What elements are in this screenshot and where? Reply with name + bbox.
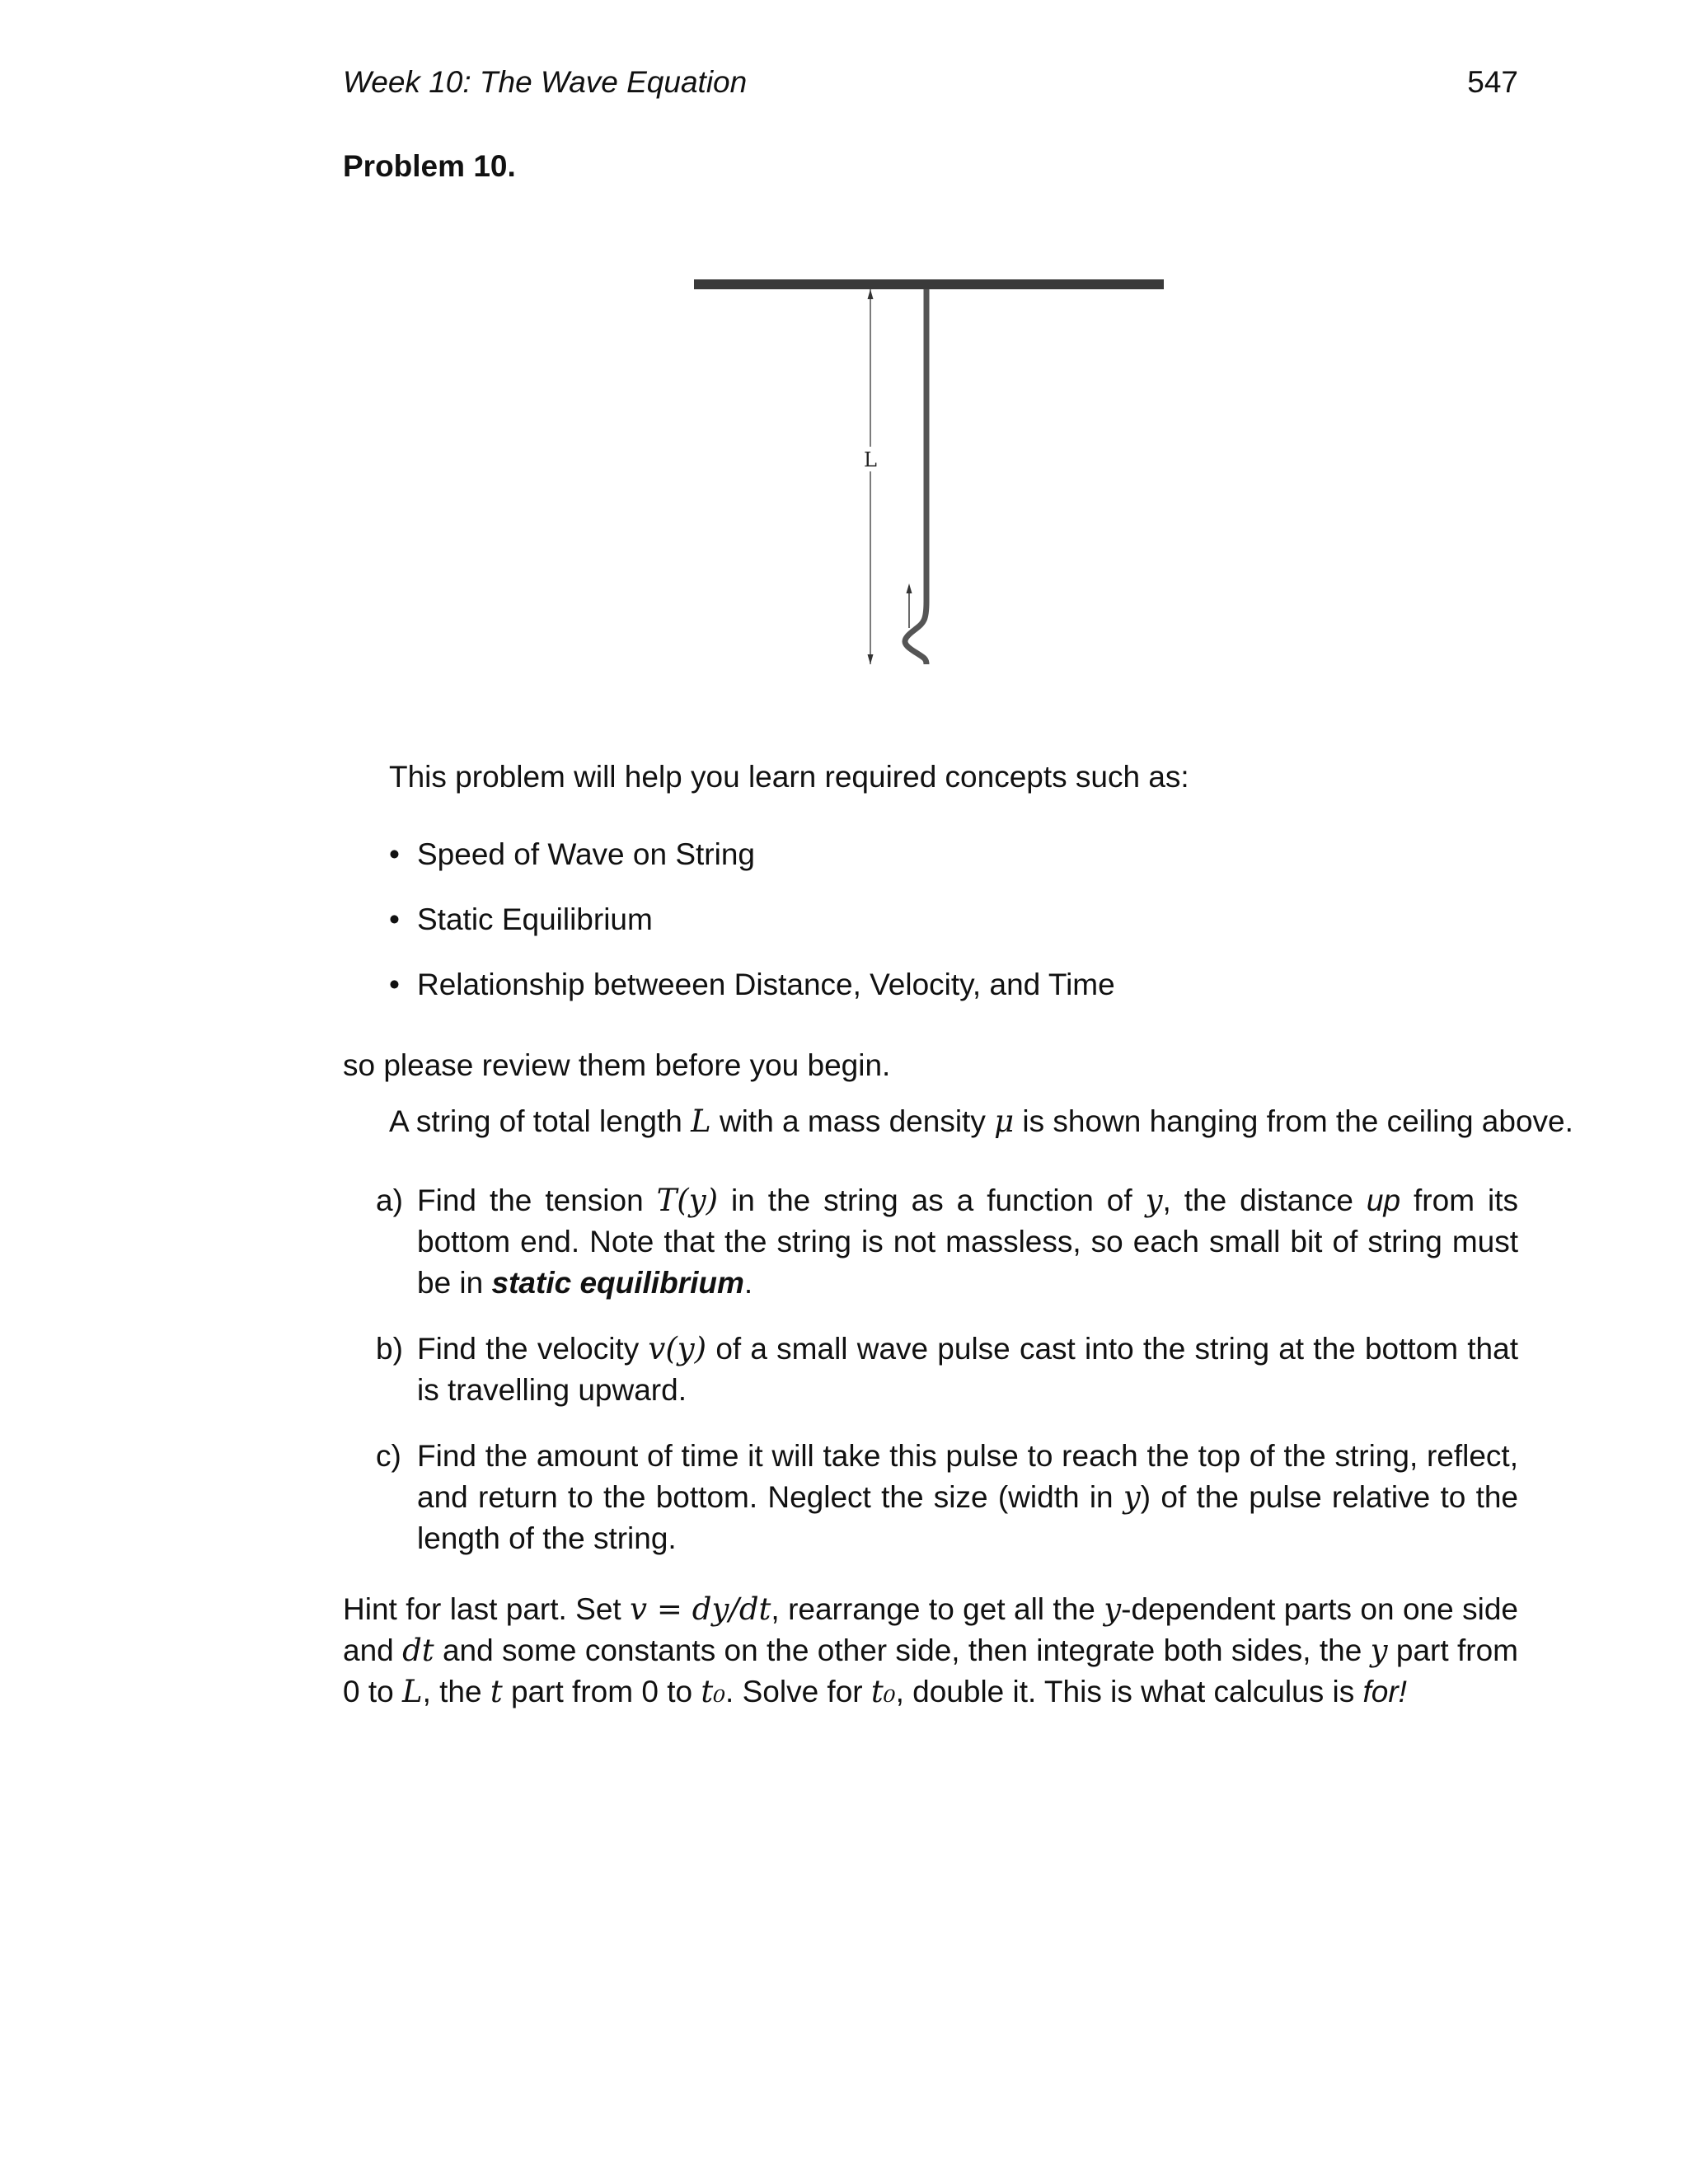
review-note: so please review them before you begin. — [343, 1048, 891, 1082]
concepts-intro: This problem will help you learn required concepts such as: — [389, 760, 1189, 794]
ceiling-bar — [694, 279, 1164, 289]
math-symbol: t₀ — [870, 1674, 896, 1709]
problem-statement: A string of total length L with a mass density μ is shown hanging from the ceiling above. — [389, 1104, 1573, 1139]
hanging-string — [905, 289, 926, 664]
math-symbol: y — [1104, 1591, 1122, 1627]
math-symbol: L — [691, 1104, 711, 1139]
math-symbol: L — [402, 1674, 423, 1709]
math-expression: v(y) — [648, 1331, 707, 1366]
hanging-string-figure — [676, 264, 1187, 676]
math-symbol: dt — [402, 1633, 434, 1668]
hint-paragraph: Hint for last part. Set v = dy/dt, rearrange to get all the y-dependent parts on one side and dt and some constants on the other side, then integrate both sides, the y part from 0 to L, the t part from 0 to t₀. Solve for t₀, double it. This is what calculus is for! — [343, 1591, 1518, 1709]
math-symbol: t₀ — [701, 1674, 726, 1709]
math-symbol: y — [1370, 1633, 1388, 1668]
concept-item — [389, 899, 1115, 940]
bullet-icon: • — [389, 902, 400, 936]
math-symbol: μ — [994, 1104, 1015, 1139]
concept-text: Static Equilibrium — [417, 902, 653, 936]
math-symbol: t — [490, 1674, 503, 1709]
concept-text: Speed of Wave on String — [417, 837, 755, 871]
pulse-direction-arrowhead — [907, 583, 912, 593]
problem-parts — [376, 1180, 1518, 1584]
concepts-list — [389, 834, 1115, 1029]
part-b: b) Find the velocity v(y) of a small wave pulse cast into the string at the bottom that is travelling upward. — [376, 1329, 1518, 1411]
part-a: a) Find the tension T(y) in the string as a function of y, the distance up from its bottom end. Note that the string is not massless, so each small bit of string must be in static equilibrium. — [376, 1180, 1518, 1304]
math-symbol: y — [1123, 1479, 1141, 1515]
math-expression: v = dy/dt — [630, 1591, 771, 1627]
concept-item — [389, 834, 1115, 875]
length-arrowhead-top — [868, 289, 874, 299]
page-number: 547 — [1467, 65, 1518, 99]
part-label: a) — [376, 1183, 403, 1217]
length-arrowhead-bottom — [868, 654, 874, 664]
concept-text: Relationship betweeen Distance, Velocity, and Time — [417, 968, 1115, 1001]
running-header — [343, 59, 1518, 105]
strong-emphasis: static equilibrium — [491, 1266, 744, 1300]
concept-item — [389, 964, 1115, 1005]
math-expression: T(y) — [656, 1183, 719, 1218]
part-c: c) Find the amount of time it will take this pulse to reach the top of the string, reflect, and return to the bottom. Neglect the size (width in y) of the pulse relative to the length of the string. — [376, 1436, 1518, 1559]
bullet-icon: • — [389, 968, 400, 1001]
bullet-icon: • — [389, 837, 400, 871]
emphasis: for! — [1362, 1675, 1407, 1708]
emphasis: up — [1366, 1183, 1401, 1217]
math-symbol: y — [1145, 1183, 1163, 1218]
problem-heading: Problem 10. — [343, 149, 516, 183]
part-label: b) — [376, 1332, 403, 1366]
length-label: L — [864, 448, 877, 471]
part-label: c) — [376, 1439, 401, 1473]
running-title: Week 10: The Wave Equation — [343, 65, 748, 99]
